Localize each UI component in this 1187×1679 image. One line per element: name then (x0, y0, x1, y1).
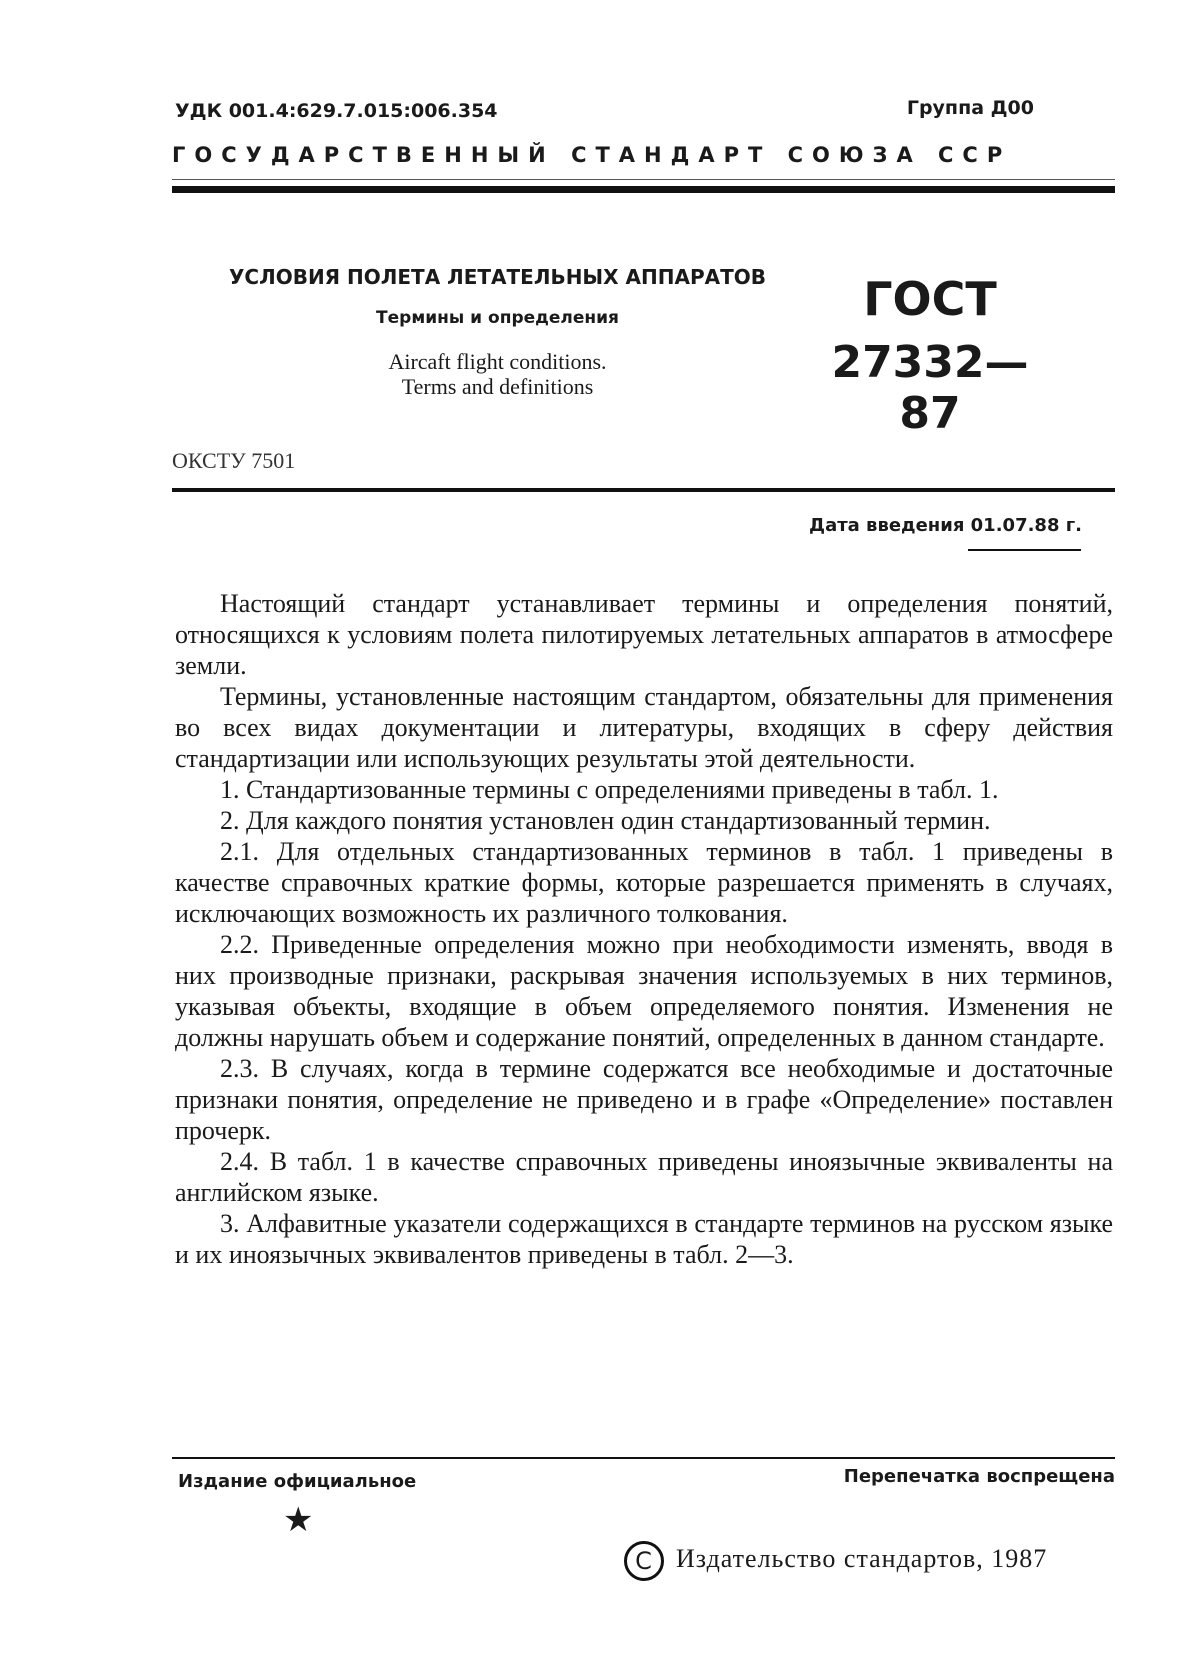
section-rule (172, 488, 1115, 492)
document-title-ru: УСЛОВИЯ ПОЛЕТА ЛЕТАТЕЛЬНЫХ АППАРАТОВ (228, 265, 766, 289)
date-underline (968, 549, 1081, 551)
header-thick-rule (172, 186, 1115, 193)
title-en-line-1: Aircaft flight conditions. (388, 349, 607, 374)
copyright-icon: C (624, 1541, 664, 1581)
star-icon: ★ (283, 1502, 314, 1539)
body-text (175, 588, 1113, 1270)
footer-rule (172, 1457, 1115, 1459)
udk-code: УДК 001.4:629.7.015:006.354 (175, 100, 498, 122)
introduction-date: Дата введения 01.07.88 г. (809, 515, 1082, 536)
state-standard-heading: ГОСУДАРСТВЕННЫЙ СТАНДАРТ СОЮЗА ССР (172, 143, 1012, 167)
paragraph-5: 2.1. Для отдельных стандартизованных терминов в табл. 1 приведены в качестве справочных краткие формы, которые разрешается применять в случаях, исключающих возможность их различного толкования. (175, 837, 1113, 928)
paragraph-7: 2.3. В случаях, когда в термине содержатся все необходимые и достаточные признаки понятия, определение не приведено и в графе «Определение» поставлен прочерк. (175, 1054, 1113, 1145)
copyright-line (624, 1541, 1047, 1581)
document-subtitle-ru: Термины и определения (376, 308, 619, 328)
gost-number: 27332—87 (831, 337, 1029, 439)
paragraph-2: Термины, установленные настоящим стандартом, обязательны для применения во всех видах документации и литературы, входящих в сферу действия стандартизации или использующих результаты этой деятельности. (175, 682, 1113, 773)
paragraph-9: 3. Алфавитные указатели содержащихся в стандарте терминов на русском языке и их иноязычных эквивалентов приведены в табл. 2—3. (175, 1209, 1113, 1269)
copyright-text: Издательство стандартов, 1987 (676, 1543, 1048, 1573)
title-en-line-2: Terms and definitions (401, 374, 594, 399)
paragraph-3: 1. Стандартизованные термины с определениями приведены в табл. 1. (220, 775, 999, 804)
header-thin-rule (172, 179, 1115, 180)
paragraph-1: Настоящий стандарт устанавливает термины и определения понятий, относящихся к условиям полета пилотируемых летательных аппаратов в атмосфере земли. (175, 589, 1113, 680)
gost-label: ГОСТ (863, 272, 997, 326)
official-edition-label: Издание официальное (178, 1471, 417, 1492)
okstu-code: ОКСТУ 7501 (172, 448, 296, 473)
document-title-en (210, 349, 785, 399)
paragraph-4: 2. Для каждого понятия установлен один стандартизованный термин. (220, 806, 991, 835)
paragraph-6: 2.2. Приведенные определения можно при необходимости изменять, вводя в них производные признаки, раскрывая значения используемых в них терминов, указывая объекты, входящие в объем определяемого понятия. Изменения не должны нарушать объем и содержание понятий, определенных в данном стандарте. (175, 930, 1113, 1052)
group-code: Группа Д00 (906, 97, 1034, 119)
reprint-prohibited-label: Перепечатка воспрещена (843, 1466, 1115, 1487)
paragraph-8: 2.4. В табл. 1 в качестве справочных приведены иноязычные эквиваленты на английском языке. (175, 1147, 1113, 1207)
